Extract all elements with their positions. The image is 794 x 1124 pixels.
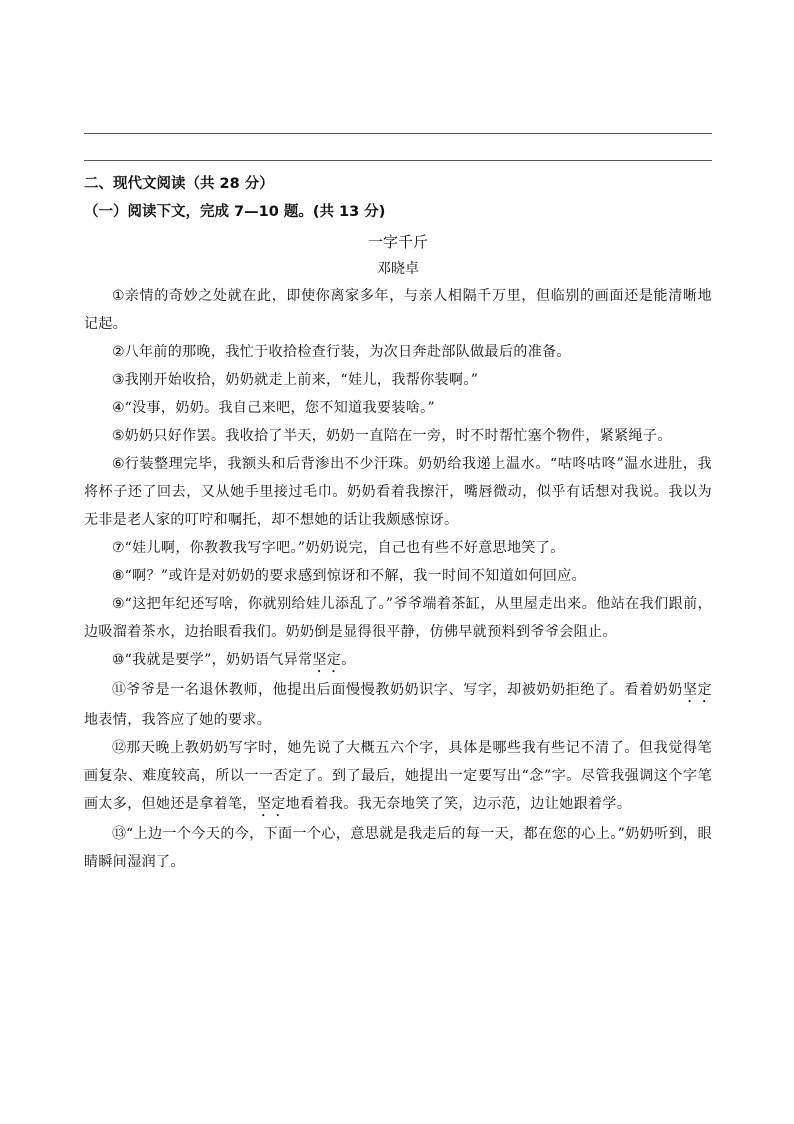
paragraph-text: 我刚开始收拾，奶奶就走上前来，“娃儿，我帮你装啊。”	[124, 372, 479, 388]
paragraph-number: ⑩	[112, 652, 125, 668]
paragraph-number: ⑪	[112, 682, 127, 698]
paragraph-text: “没事，奶奶。我自己来吧，您不知道我要装啥。”	[124, 400, 436, 416]
paragraph-13	[84, 820, 712, 876]
paragraph-11	[84, 676, 712, 734]
paragraph-text: “娃儿啊，你教教我写字吧。”奶奶说完，自己也有些不好意思地笑了。	[124, 540, 565, 556]
paragraph-2	[84, 338, 712, 366]
paragraph-text: 那天晚上教奶奶写字时，她先说了大概五六个字，具体是哪些我有些记不清了。但我觉得笔画复杂、难度较高，所以一一否定了。到了最后，她提出一定要写出“念”字。尽管我强调这个字笔画太多，但她还是拿着笔，	[84, 740, 712, 812]
paragraph-12	[84, 734, 712, 820]
article-title: 一字千斤	[367, 233, 428, 251]
paragraph-number: ③	[112, 372, 125, 388]
paragraph-8	[84, 562, 712, 590]
emphasized-word: 坚定	[256, 796, 286, 812]
paragraph-text: 八年前的那晚，我忙于收拾检查行装，为次日奔赴部队做最后的准备。	[124, 344, 571, 360]
paragraph-5	[84, 422, 712, 450]
paragraph-text-end: 地表情，我答应了她的要求。	[84, 712, 272, 728]
paragraph-text: “啊？”或许是对奶奶的要求感到惊讶和不解，我一时间不知道如何回应。	[124, 568, 587, 584]
paragraph-text-end: 地看着我。我无奈地笑了笑，边示范，边让她跟着学。	[285, 796, 632, 812]
section-subheading: （一）阅读下文，完成 7—10 题。(共 13 分)	[84, 204, 386, 220]
answer-line-2	[84, 160, 712, 161]
paragraph-text: 行装整理完毕，我额头和后背渗出不少汗珠。奶奶给我递上温水。“咕咚咕咚”温水进肚，我将杯子还了回去，又从她手里接过毛巾。奶奶看着我擦汗，嘴唇微动，似乎有话想对我说。我以为无非是老人家的叮咛和嘱托，却不想她的话让我颇感惊讶。	[84, 456, 712, 528]
paragraph-number: ⑦	[112, 540, 125, 556]
paragraph-text-end: 。	[341, 652, 356, 668]
paragraph-number: ⑥	[112, 456, 125, 472]
paragraph-number: ②	[112, 344, 125, 360]
article-author: 邓晓卓	[377, 261, 419, 277]
paragraph-text: 奶奶只好作罢。我收拾了半天，奶奶一直陪在一旁，时不时帮忙塞个物件，紧紧绳子。	[124, 428, 672, 444]
paragraph-number: ⑨	[112, 596, 125, 612]
paragraph-number: ④	[112, 400, 125, 416]
paragraph-number: ⑬	[112, 826, 127, 842]
paragraph-text: “上边一个今天的今，下面一个心，意思就是我走后的每一天，都在您的心上。”奶奶听到，眼睛瞬间湿润了。	[84, 826, 712, 870]
paragraph-number: ⑧	[112, 568, 125, 584]
paragraph-3	[84, 366, 712, 394]
paragraph-text: 爷爷是一名退休教师，他提出后面慢慢教奶奶识字、写字，却被奶奶拒绝了。看着奶奶	[126, 682, 683, 698]
emphasized-word: 坚定	[682, 682, 712, 698]
section-heading: 二、现代文阅读（共 28 分）	[84, 176, 274, 192]
emphasized-word: 坚定	[312, 652, 342, 668]
paragraph-6	[84, 450, 712, 534]
paragraph-10	[84, 646, 712, 676]
paragraph-9	[84, 590, 712, 646]
answer-line-1	[84, 133, 712, 134]
paragraph-number: ⑫	[112, 740, 127, 756]
paragraph-text: “这把年纪还写啥，你就别给娃儿添乱了。”爷爷端着茶缸，从里屋走出来。他站在我们跟前，边吸溜着茶水，边抬眼看我们。奶奶倒是显得很平静，仿佛早就预料到爷爷会阻止。	[84, 596, 712, 640]
paragraph-number: ⑤	[112, 428, 125, 444]
paragraph-4	[84, 394, 712, 422]
paragraph-1	[84, 282, 712, 338]
paragraph-text: 亲情的奇妙之处就在此，即使你离家多年，与亲人相隔千万里，但临别的画面还是能清晰地记起。	[84, 288, 712, 332]
paragraph-7	[84, 534, 712, 562]
reading-section	[84, 170, 712, 876]
paragraph-text: “我就是要学”，奶奶语气异常	[124, 652, 313, 668]
paragraph-number: ①	[112, 288, 125, 304]
